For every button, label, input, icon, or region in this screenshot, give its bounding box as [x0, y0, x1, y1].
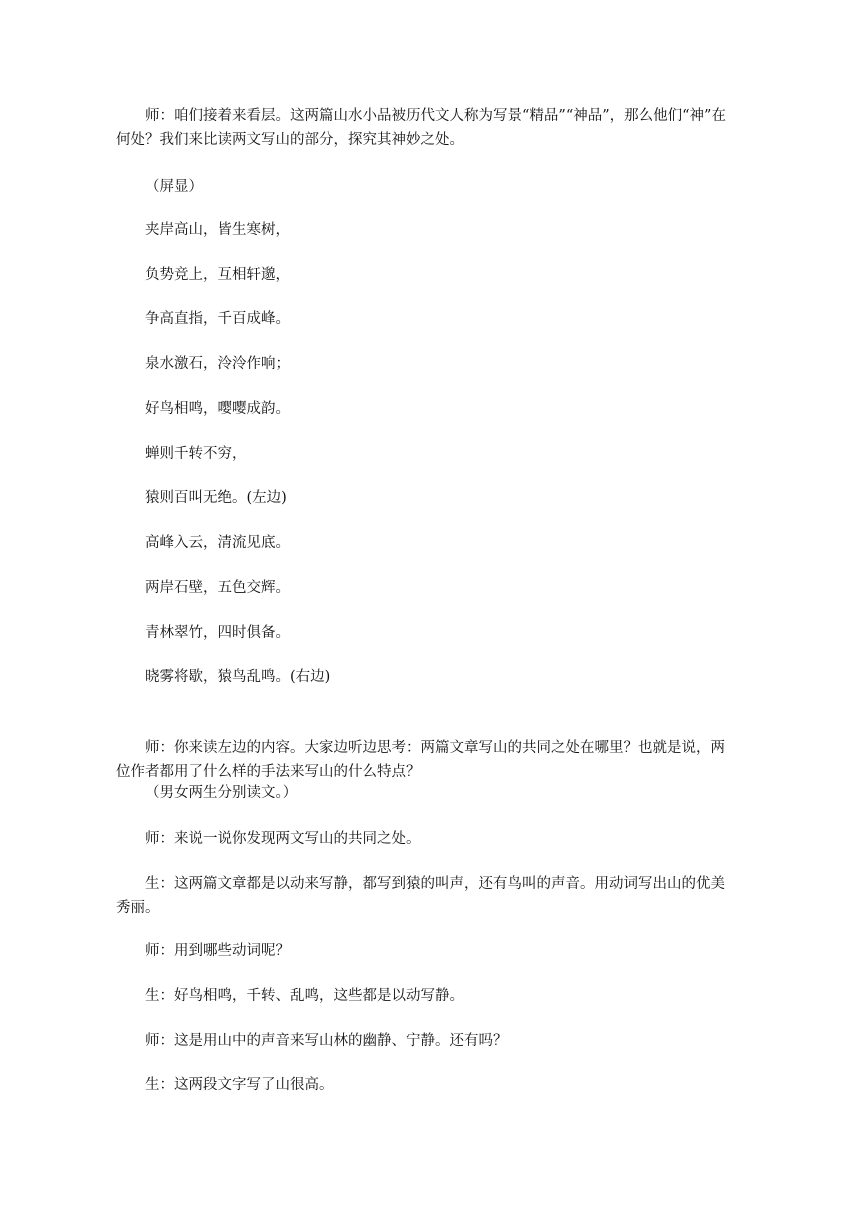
verse-line: 负势竞上，互相轩邈，	[145, 267, 290, 283]
verse-line: 夹岸高山，皆生寒树，	[145, 222, 290, 238]
dialogue-stage-note: （男女两生分别读文。）	[145, 785, 298, 801]
dialogue-student: 生：好鸟相鸣，千转、乱鸣，这些都是以动写静。	[145, 988, 464, 1004]
dialogue-student: 生：这两段文字写了山很高。	[145, 1077, 334, 1093]
verse-line: 两岸石壁，五色交辉。	[145, 580, 290, 596]
verse-line-right-label: 晓雾将歇，猿鸟乱鸣。(右边)	[145, 669, 331, 685]
dialogue-teacher: 师：这是用山中的声音来写山林的幽静、宁静。还有吗？	[145, 1033, 508, 1049]
verse-line: 蝉则千转不穷，	[145, 446, 247, 462]
verse-line: 青林翠竹，四时俱备。	[145, 625, 290, 641]
dialogue-teacher: 师：你来读左边的内容。大家边听边思考：两篇文章写山的共同之处在哪里？也就是说，两位作者都用了什么样的手法来写山的什么特点？	[116, 740, 725, 780]
verse-line: 好鸟相鸣，嘤嘤成韵。	[145, 401, 290, 417]
verse-line: 争高直指，千百成峰。	[145, 311, 290, 327]
dialogue-student: 生：这两篇文章都是以动来写静，都写到猿的叫声，还有鸟叫的声音。用动词写出山的优美秀丽。	[116, 876, 725, 916]
dialogue-teacher: 师：来说一说你发现两文写山的共同之处。	[145, 831, 421, 847]
intro-paragraph: 师：咱们接着来看层。这两篇山水小品被历代文人称为写景“精品”“神品”，那么他们“神”在何处？我们来比读两文写山的部分，探究其神妙之处。	[116, 108, 726, 148]
dialogue-teacher: 师：用到哪些动词呢？	[145, 943, 290, 959]
verse-line: 高峰入云，清流见底。	[145, 535, 290, 551]
screen-display-note: （屏显）	[145, 179, 203, 195]
verse-line: 泉水激石，泠泠作响；	[145, 356, 290, 372]
verse-line-left-label: 猿则百叫无绝。(左边)	[145, 490, 287, 506]
